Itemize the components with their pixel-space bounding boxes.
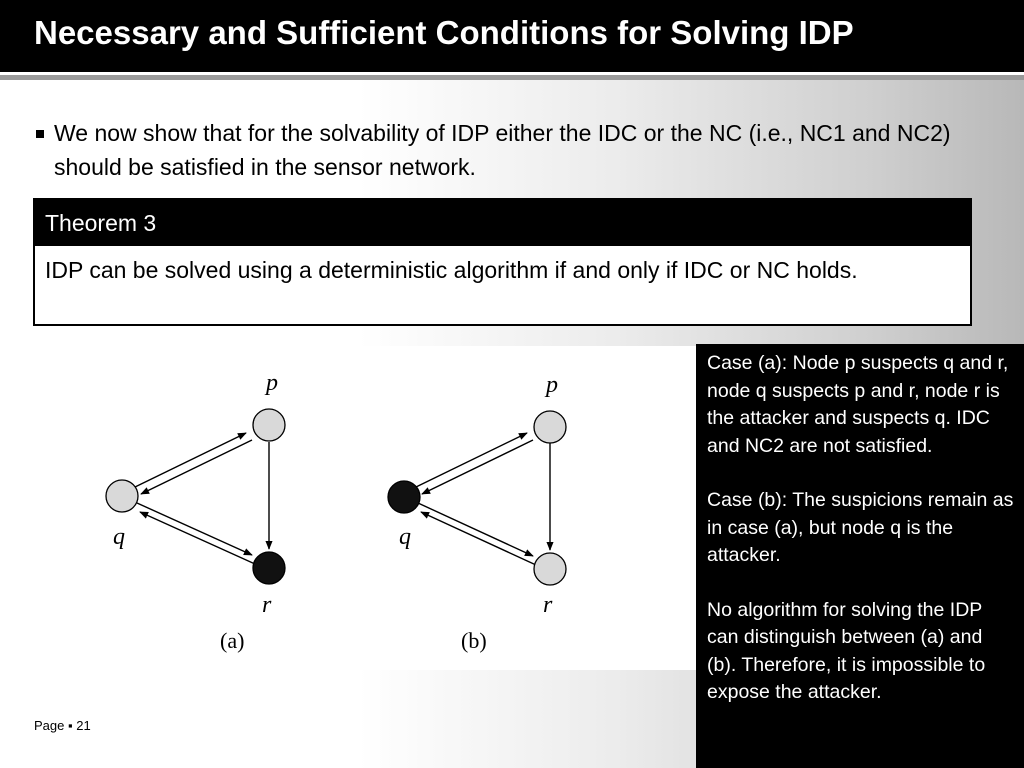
graph-figure [0,346,696,670]
label-p-b: p [546,372,558,398]
edge-p-to-q-b [422,440,533,494]
case-a-text: Case (a): Node p suspects q and r, node q suspects p and r, node r is the attacker and suspects q. IDC and NC2 are not satisfied. [707,352,1009,457]
edge-q-to-r-a [137,503,252,555]
case-b-text: Case (b): The suspicions remain as in case (a), but node q is the attacker. [707,489,1014,566]
page-footer [34,718,91,733]
edge-p-to-q-a [141,440,252,494]
node-p-b [534,411,566,443]
footer-separator-icon: ▪ [68,718,73,733]
edge-q-to-p-b [416,433,527,487]
label-q-a: q [113,524,125,550]
slide-title: Necessary and Sufficient Conditions for Solving IDP [34,14,854,51]
theorem-body: IDP can be solved using a deterministic algorithm if and only if IDC or NC holds. [45,257,858,283]
edge-r-to-q-b [421,512,536,565]
edge-r-to-q-a [140,512,255,564]
caption-a: (a) [220,628,245,653]
edge-q-to-p-a [135,433,246,487]
title-divider-shadow [0,75,1024,80]
graph-b [388,372,566,653]
node-q-b-attacker [388,481,420,513]
label-p-a: p [266,370,278,396]
caption-b: (b) [461,628,487,653]
graph-a [106,370,285,653]
label-q-b: q [399,524,411,550]
bullet-point [36,116,986,184]
case-description-box [696,344,1024,768]
bullet-text: We now show that for the solvability of IDP either the IDC or the NC (i.e., NC1 and NC2) should be satisfied in the sensor network. [54,120,951,180]
label-r-a: r [262,592,272,618]
theorem-box [33,198,972,326]
label-r-b: r [543,592,553,618]
square-bullet-icon [36,130,44,138]
page-number: 21 [76,718,91,733]
conclusion-text: No algorithm for solving the IDP can distinguish between (a) and (b). Therefore, it is impossible to expose the attacker. [707,598,986,703]
graph-figure-svg [0,346,696,670]
node-r-b [534,553,566,585]
node-r-a-attacker [253,552,285,584]
theorem-heading: Theorem 3 [35,200,970,246]
edge-q-to-r-b [418,503,533,556]
node-q-a [106,480,138,512]
node-p-a [253,409,285,441]
page-label: Page [34,718,65,733]
title-bar [0,0,1024,72]
